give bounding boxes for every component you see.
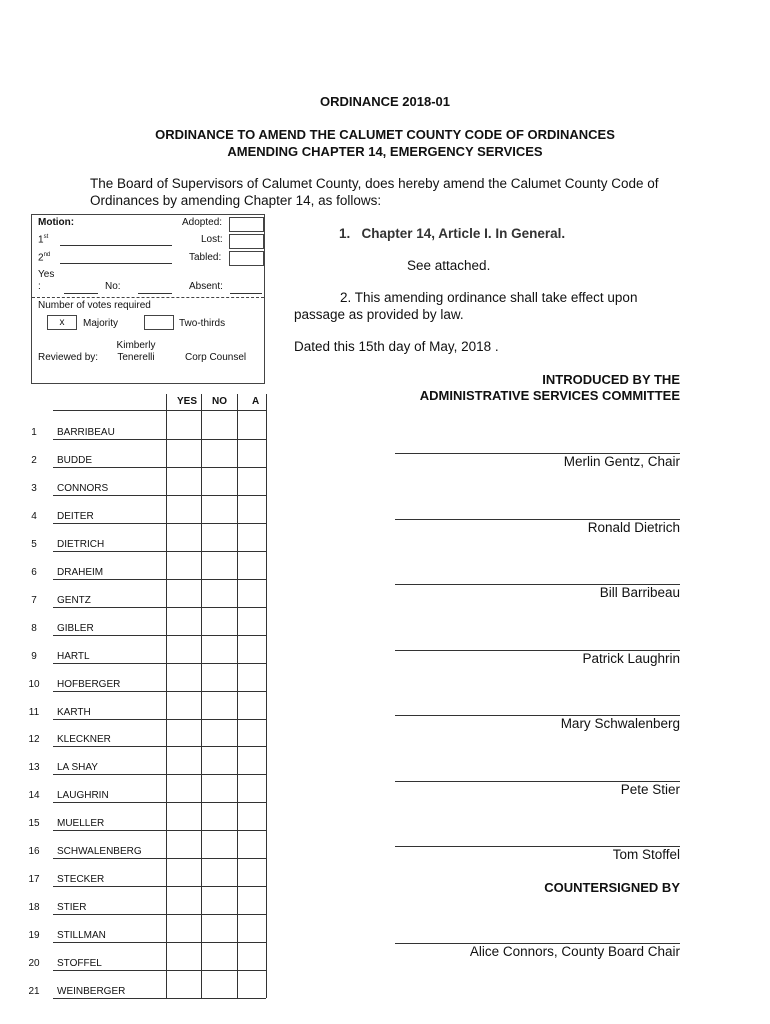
yes-line[interactable] bbox=[64, 293, 98, 294]
lost-box[interactable] bbox=[229, 234, 264, 249]
vote-row-name: WEINBERGER bbox=[57, 986, 126, 997]
motion-divider bbox=[32, 297, 264, 298]
vote-row-name: BUDDE bbox=[57, 454, 93, 466]
col-no: NO bbox=[212, 396, 227, 407]
vote-row-line bbox=[53, 607, 266, 608]
no-label: No: bbox=[105, 281, 121, 292]
col-yes: YES bbox=[177, 396, 198, 407]
majority-checkbox[interactable]: x bbox=[47, 315, 77, 330]
countersigner-name: Alice Connors, County Board Chair bbox=[469, 944, 680, 959]
vote-row-number: 9 bbox=[31, 650, 37, 662]
vote-row-number: 19 bbox=[28, 930, 40, 942]
item1: 1. Chapter 14, Article I. In General. bbox=[339, 226, 566, 241]
vote-row-name: STILLMAN bbox=[57, 930, 106, 942]
lost-label: Lost: bbox=[201, 234, 223, 245]
vote-row-number: 20 bbox=[28, 958, 40, 970]
vote-row-name: GIBLER bbox=[57, 622, 94, 634]
signature-name: Bill Barribeau bbox=[599, 585, 680, 600]
yes-colon: : bbox=[38, 281, 41, 292]
vote-row-line bbox=[53, 523, 266, 524]
vote-row-line bbox=[53, 942, 266, 943]
vote-row-name: HOFBERGER bbox=[57, 678, 121, 690]
motion-box bbox=[31, 214, 265, 384]
item2-line2: passage as provided by law. bbox=[294, 307, 464, 322]
vote-row-name: STECKER bbox=[57, 874, 105, 886]
vote-row-number: 5 bbox=[31, 538, 37, 550]
dated-text: Dated this 15th day of May, 2018 . bbox=[294, 339, 499, 354]
vote-row-name: CONNORS bbox=[57, 482, 109, 494]
votes-required-label: Number of votes required bbox=[38, 300, 151, 311]
signature-name: Ronald Dietrich bbox=[587, 519, 680, 535]
vote-row-name: DIETRICH bbox=[57, 538, 105, 550]
reviewed-by-label: Reviewed by: bbox=[38, 352, 99, 363]
vote-row-line bbox=[53, 663, 266, 664]
vote-row-number: 2 bbox=[31, 454, 37, 466]
vote-row-number: 6 bbox=[31, 566, 37, 578]
vote-row-line bbox=[53, 746, 266, 747]
vote-row-name: MUELLER bbox=[57, 818, 105, 830]
vote-row-line bbox=[53, 830, 266, 831]
vote-row-number: 17 bbox=[28, 874, 40, 886]
second-label: 2nd bbox=[38, 252, 51, 264]
tabled-box[interactable] bbox=[229, 251, 264, 266]
vote-row-name: STOFFEL bbox=[57, 958, 102, 970]
vote-row-name: BARRIBEAU bbox=[57, 427, 115, 438]
vote-row-line bbox=[53, 579, 266, 580]
signature-name: Pete Stier bbox=[620, 781, 680, 797]
introduced-line2: ADMINISTRATIVE SERVICES COMMITTEE bbox=[419, 388, 680, 403]
vote-row-name: LAUGHRIN bbox=[57, 790, 109, 802]
vote-row-number: 11 bbox=[28, 706, 40, 718]
item2-line1: 2. This amending ordinance shall take effect upon bbox=[340, 290, 638, 305]
vote-row-line bbox=[53, 802, 266, 803]
reviewer-title: Corp Counsel bbox=[185, 352, 247, 363]
vote-col-divider-2 bbox=[201, 394, 202, 998]
countersigned-label: COUNTERSIGNED BY bbox=[544, 880, 680, 895]
vote-row-line bbox=[53, 551, 266, 552]
vote-row-line bbox=[53, 858, 266, 859]
see-attached: See attached. bbox=[407, 258, 491, 273]
vote-row-number: 4 bbox=[31, 510, 37, 522]
vote-row-number: 21 bbox=[28, 986, 40, 997]
col-absent: A bbox=[252, 396, 260, 407]
vote-header-line bbox=[53, 410, 266, 411]
vote-row-number: 14 bbox=[28, 790, 40, 802]
signature-name: Mary Schwalenberg bbox=[560, 716, 680, 731]
ordinance-number: ORDINANCE 2018-01 bbox=[319, 94, 451, 109]
vote-row-line bbox=[53, 719, 266, 720]
signature-name: Tom Stoffel bbox=[612, 847, 680, 862]
vote-row-line bbox=[53, 774, 266, 775]
vote-row-line bbox=[53, 495, 266, 496]
vote-row-number: 12 bbox=[28, 734, 40, 746]
adopted-box[interactable] bbox=[229, 217, 264, 232]
vote-row-line bbox=[53, 439, 266, 440]
vote-row-line bbox=[53, 886, 266, 887]
majority-label: Majority bbox=[83, 318, 119, 329]
ordinance-title-line2: AMENDING CHAPTER 14, EMERGENCY SERVICES bbox=[227, 144, 543, 159]
ordinance-title-line1: ORDINANCE TO AMEND THE CALUMET COUNTY CODE OF ORDINANCES bbox=[155, 127, 615, 142]
vote-row-name: KARTH bbox=[57, 706, 91, 718]
first-label: 1st bbox=[38, 234, 49, 246]
adopted-label: Adopted: bbox=[182, 217, 223, 228]
reviewer-name-line2: Tenerelli bbox=[117, 352, 155, 363]
vote-row-line bbox=[53, 914, 266, 915]
vote-row-number: 10 bbox=[28, 678, 40, 690]
vote-row-line bbox=[53, 970, 266, 971]
vote-row-name: KLECKNER bbox=[57, 734, 111, 746]
vote-row-line bbox=[53, 691, 266, 692]
vote-row-name: HARTL bbox=[57, 650, 90, 662]
vote-row-name: DEITER bbox=[57, 510, 94, 522]
vote-row-number: 15 bbox=[28, 818, 40, 830]
introduced-line1: INTRODUCED BY THE bbox=[542, 372, 680, 387]
vote-row-number: 8 bbox=[31, 622, 37, 634]
vote-row-number: 1 bbox=[31, 427, 37, 438]
vote-row-name: STIER bbox=[57, 902, 87, 914]
vote-row-number: 18 bbox=[28, 902, 40, 914]
vote-row-line bbox=[53, 467, 266, 468]
vote-row-line bbox=[53, 635, 266, 636]
signature-name: Patrick Laughrin bbox=[582, 650, 680, 666]
two-thirds-label: Two-thirds bbox=[179, 318, 226, 329]
signature-name: Merlin Gentz, Chair bbox=[563, 454, 680, 469]
tabled-label: Tabled: bbox=[189, 252, 222, 263]
first-line[interactable] bbox=[60, 245, 172, 246]
vote-row-line bbox=[53, 998, 266, 999]
yes-label: Yes bbox=[38, 269, 55, 280]
two-thirds-checkbox[interactable] bbox=[144, 315, 174, 330]
vote-row-name: SCHWALENBERG bbox=[57, 846, 142, 858]
no-line[interactable] bbox=[138, 293, 172, 294]
motion-label: Motion: bbox=[38, 217, 75, 228]
vote-col-divider-1 bbox=[166, 394, 167, 998]
vote-col-divider-3 bbox=[237, 394, 238, 998]
intro-paragraph: The Board of Supervisors of Calumet County, does hereby amend the Calumet County Code of Ordinances by amending Chapter 14, as follows: bbox=[90, 176, 659, 208]
vote-row-number: 16 bbox=[28, 846, 40, 858]
vote-row-name: LA SHAY bbox=[57, 762, 98, 774]
vote-col-divider-4 bbox=[266, 394, 267, 998]
vote-row-name: GENTZ bbox=[57, 594, 91, 606]
vote-row-name: DRAHEIM bbox=[57, 566, 104, 578]
absent-line[interactable] bbox=[230, 293, 262, 294]
second-line[interactable] bbox=[60, 263, 172, 264]
vote-row-number: 13 bbox=[28, 762, 40, 774]
vote-row-number: 3 bbox=[31, 482, 37, 494]
absent-label: Absent: bbox=[189, 281, 223, 292]
reviewer-name-line1: Kimberly bbox=[116, 340, 156, 351]
vote-row-number: 7 bbox=[31, 594, 37, 606]
